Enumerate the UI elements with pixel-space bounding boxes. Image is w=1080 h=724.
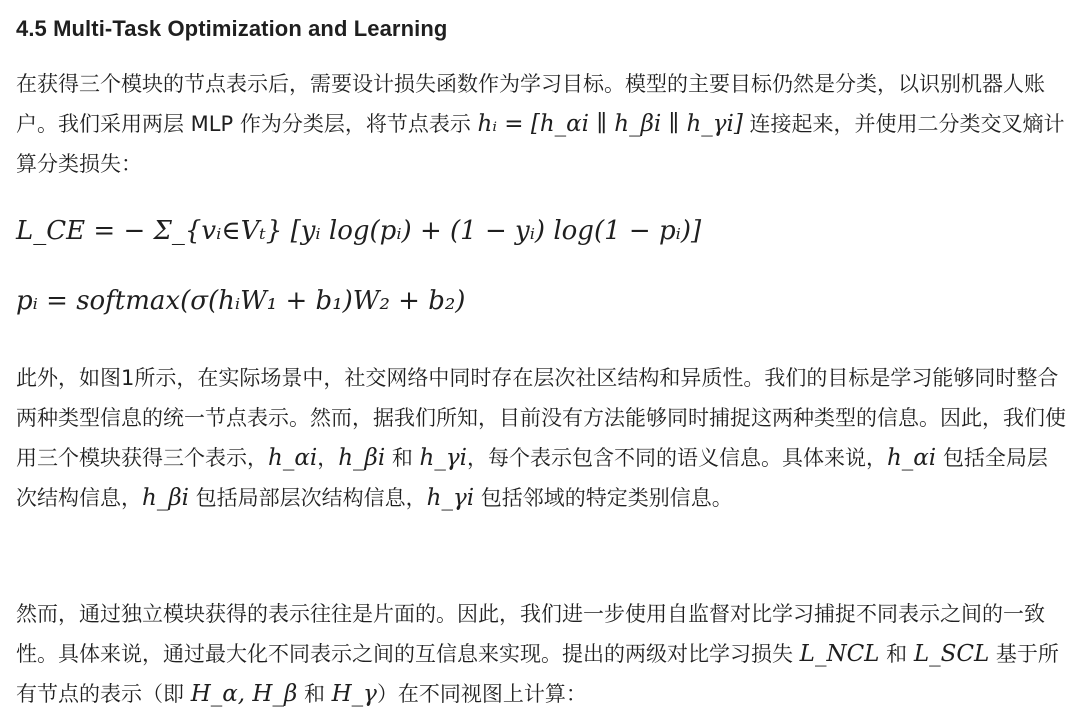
- concat-formula-inline: hᵢ = [h_αi ∥ h_βi ∥ h_γi]: [477, 111, 743, 137]
- paragraph-text: 此外，如图1所示，在实际场景中，社交网络中同时存在层次社区结构和异质性。我们的目标是学习能够同时整合两种类型信息的统一节点表示。然而，据我们所知，目前没有方法能够同时捕捉这两种类型的信息。因此，我们使用三个模块获得三个表示，: [16, 366, 1066, 470]
- math-h-alpha-beta: H_α, H_β: [190, 681, 298, 707]
- math-h-gamma: H_γ: [331, 681, 377, 707]
- paragraph-classification: [16, 64, 1066, 184]
- math-l-ncl: L_NCL: [799, 641, 880, 667]
- paragraph-representations: [16, 358, 1066, 518]
- math-h-alpha: h_αi: [886, 445, 937, 471]
- paragraph-text: 在获得三个模块的节点表示后，需要设计损失函数作为学习目标。模型的主要目标仍然是分类，以识别机器人账户。我们采用两层 MLP 作为分类层，将节点表示: [16, 72, 1045, 136]
- section-title: 4.5 Multi-Task Optimization and Learning: [16, 16, 448, 41]
- paragraph-text: 包括全局层次结构信息，: [16, 446, 1048, 510]
- probability-formula: pᵢ = softmax(σ(hᵢW₁ + b₁)W₂ + b₂): [16, 286, 466, 316]
- paragraph-contrastive: [16, 594, 1066, 714]
- math-h-beta: h_βi: [142, 485, 189, 511]
- paragraph-text: ，每个表示包含不同的语义信息。具体来说，: [466, 446, 887, 470]
- separator-text: 和: [385, 446, 420, 470]
- paragraph-text: 包括局部层次结构信息，: [188, 486, 427, 510]
- paragraph-text: 连接起来，并使用二分类交叉熵计算分类损失：: [16, 112, 1065, 176]
- math-h-gamma: h_γi: [426, 485, 475, 511]
- separator-text: 和: [297, 682, 332, 706]
- loss-ce-formula: L_CE = − Σ_{vᵢ∈Vₜ} [yᵢ log(pᵢ) + (1 − yᵢ) log(1 − pᵢ)]: [16, 216, 702, 246]
- paragraph-text: ）在不同视图上计算：: [376, 682, 587, 706]
- separator-text: 和: [879, 642, 914, 666]
- math-h-beta: h_βi: [338, 445, 386, 471]
- math-h-gamma: h_γi: [419, 445, 467, 471]
- math-h-alpha: h_αi: [268, 445, 318, 471]
- math-l-scl: L_SCL: [913, 641, 990, 667]
- paragraph-text: 然而，通过独立模块获得的表示往往是片面的。因此，我们进一步使用自监督对比学习捕捉不同表示之间的一致性。具体来说，通过最大化不同表示之间的互信息来实现。提出的两级对比学习损失: [16, 602, 1045, 666]
- paragraph-text: 基于所有节点的表示（即: [16, 642, 1059, 706]
- separator-text: ，: [317, 446, 339, 470]
- paragraph-text: 包括邻域的特定类别信息。: [474, 486, 733, 510]
